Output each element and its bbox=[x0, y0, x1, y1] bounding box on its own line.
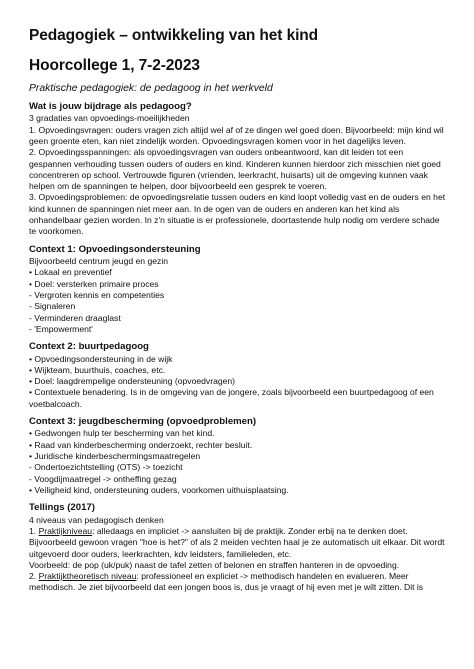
paragraph-gradaties: 3 gradaties van opvoedings-moeilijkheden bbox=[29, 113, 190, 124]
list-subitem: - Voogdijmaatregel -> ontheffing gezag bbox=[29, 473, 177, 484]
list-line: Bijvoorbeeld centrum jeugd en gezin bbox=[29, 256, 169, 267]
list-item: • Contextuele benadering. Is in de omgeving van de jongere, zoals bijvoorbeeld een buurtpedagoog of een voetbalcoach. bbox=[29, 387, 434, 409]
section-heading-context-1: Context 1: Opvoedingsondersteuning bbox=[29, 243, 201, 255]
item-number: 1. bbox=[29, 525, 39, 536]
document-subtitle: Praktische pedagogiek: de pedagoog in het werkveld bbox=[29, 83, 273, 94]
paragraph-opvoedingsvragen: 1. Opvoedingsvragen: ouders vragen zich altijd wel af of ze dingen wel goed doen. Bijvoorbeeld: mijn kind wil geen groente eten, kan niet zindelijk worden. Opvoedingsvragen komen voor in het dagelijks leven. bbox=[29, 124, 444, 146]
list-item: • Juridische kinderbeschermingsmaatregelen bbox=[29, 451, 201, 462]
section-heading-context-3: Context 3: jeugdbescherming (opvoedproblemen) bbox=[29, 416, 257, 428]
item-text: : professioneel en expliciet -> methodisch handelen en evalueren. Meer methodisch. Je ziet bijvoorbeeld dat een jongen boos is, dus je vraagt of hij even met je wilt zitten. Dit is bbox=[29, 571, 424, 593]
list-item: • Wijkteam, buurthuis, coaches, etc. bbox=[29, 364, 166, 375]
term-praktijktheoretisch: Praktijktheoretisch niveau bbox=[38, 571, 137, 582]
list-subitem: - Signaleren bbox=[29, 301, 76, 312]
paragraph-praktijktheoretisch bbox=[29, 571, 447, 594]
section-heading-tellings: Tellings (2017) bbox=[29, 502, 95, 514]
list-item: • Doel: laagdrempelige ondersteuning (opvoedvragen) bbox=[29, 376, 236, 387]
paragraph-opvoedingsproblemen: 3. Opvoedingsproblemen: de opvoedingsrelatie tussen ouders en kind loopt volledig vast en de ouders en het kind kunnen de spanningen niet meer aan. In de ogen van de ouders en anderen kan het kind als onhandelbaar gezien worden. In z'n situatie is er professionele, doortastende hulp nodig om verdere schade te voorkomen. bbox=[29, 192, 446, 237]
section-heading-context-2: Context 2: buurtpedagoog bbox=[29, 341, 149, 353]
document-content bbox=[29, 26, 447, 594]
paragraph-praktijkniveau bbox=[29, 526, 447, 560]
item-number: 2. bbox=[29, 571, 39, 582]
document-title: Pedagogiek – ontwikkeling van het kind bbox=[29, 27, 319, 44]
lecture-heading: Hoorcollege 1, 7-2-2023 bbox=[29, 57, 200, 74]
list-subitem: - 'Empowerment' bbox=[29, 323, 93, 334]
list-item: • Raad van kinderbescherming onderzoekt, rechter besluit. bbox=[29, 439, 253, 450]
list-item: • Gedwongen hulp ter bescherming van het kind. bbox=[29, 428, 215, 439]
list-item: • Lokaal en preventief bbox=[29, 267, 112, 278]
list-subitem: - Ondertoezichtstelling (OTS) -> toezicht bbox=[29, 462, 183, 473]
paragraph-opvoedingsspanningen: 2. Opvoedingsspanningen: als opvoedingsvragen van ouders onbeantwoord, kan dit leiden tot een gespannen verhouding tussen ouders of ouders en kind. Kinderen kunnen hierdoor zich misschien niet goed concentreren op school. Vertrouwde figuren (vrienden, leerkracht, huisarts) uit de omgeving kunnen vaak helpen om de spanningen te helpen, door bijvoorbeeld een gesprek te voeren. bbox=[29, 147, 441, 192]
item-text: : alledaags en impliciet -> aansluiten bij de praktijk. Zonder erbij na te denken doet. Bijvoorbeeld gewoon vragen "hoe is het?" of als 2 meiden vechten haal je ze automatisch uit elkaar. Dit wordt uitgevoerd door ouders, leerkrachten, kdv leidsters, familieleden, etc. bbox=[29, 525, 445, 559]
list-item: • Doel: versterken primaire proces bbox=[29, 278, 159, 289]
list-item: • Veiligheid kind, ondersteuning ouders, voorkomen uithuisplaatsing. bbox=[29, 484, 289, 495]
paragraph-voorbeeld: Voorbeeld: de pop (uk/puk) naast de tafel zetten of belonen en straffen hanteren in de opvoeding. bbox=[29, 559, 400, 570]
list-item: • Opvoedingsondersteuning in de wijk bbox=[29, 353, 173, 364]
paragraph-niveaus-intro: 4 niveaus van pedagogisch denken bbox=[29, 514, 164, 525]
section-heading-bijdrage: Wat is jouw bijdrage als pedagoog? bbox=[29, 101, 192, 112]
list-subitem: - Verminderen draaglast bbox=[29, 312, 121, 323]
term-praktijkniveau: Praktijkniveau bbox=[38, 525, 93, 536]
list-subitem: - Vergroten kennis en competenties bbox=[29, 289, 165, 300]
